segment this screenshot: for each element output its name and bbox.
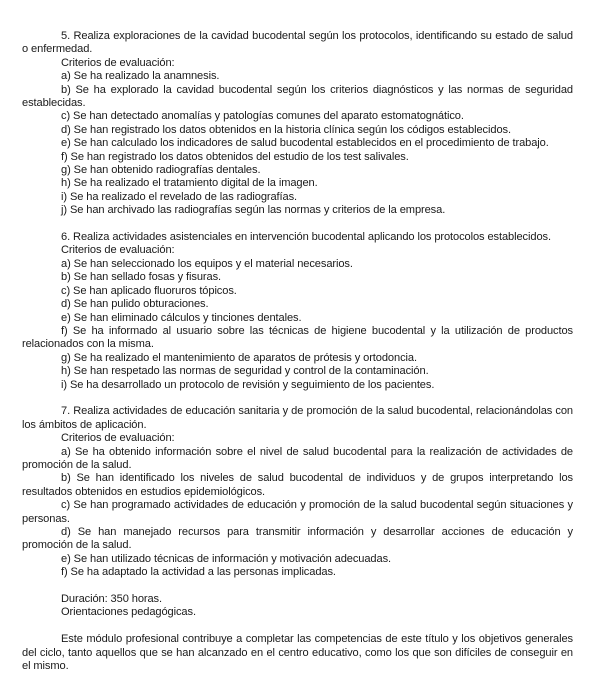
- criteria-item: a) Se han seleccionado los equipos y el material necesarios.: [61, 257, 353, 270]
- spacer: [22, 580, 573, 593]
- criteria-item: g) Se han obtenido radiografías dentales.: [61, 164, 261, 177]
- criteria-item: f) Se ha informado al usuario sobre las técnicas de higiene bucodental y la utilización de productos relacionados con la misma.: [22, 324, 573, 351]
- criteria-item: c) Se han aplicado fluoruros tópicos.: [61, 284, 237, 297]
- spacer: [22, 218, 573, 231]
- spacer: [22, 392, 573, 405]
- orientations-heading: Orientaciones pedagógicas.: [61, 606, 196, 619]
- criteria-item: g) Se ha realizado el mantenimiento de aparatos de prótesis y ortodoncia.: [61, 351, 417, 364]
- criteria-item: e) Se han eliminado cálculos y tinciones dentales.: [61, 311, 302, 324]
- section-heading: 5. Realiza exploraciones de la cavidad bucodental según los protocolos, identificando su estado de salud o enfermedad.: [22, 30, 573, 56]
- section-heading: 7. Realiza actividades de educación sanitaria y de promoción de la salud bucodental, relacionándolas con los ámbitos de aplicación.: [22, 405, 573, 431]
- criteria-item: b) Se ha explorado la cavidad bucodental según los criterios diagnósticos y las normas de seguridad establecidas.: [22, 83, 573, 110]
- criteria-item: f) Se han registrado los datos obtenidos del estudio de los test salivales.: [61, 150, 409, 163]
- criteria-label: Criterios de evaluación:: [61, 244, 175, 257]
- section-heading: 6. Realiza actividades asistenciales en intervención bucodental aplicando los protocolos establecidos.: [61, 231, 551, 244]
- criteria-item: e) Se han utilizado técnicas de información y motivación adecuadas.: [61, 552, 392, 565]
- section-5: [22, 30, 573, 218]
- criteria-item: d) Se han registrado los datos obtenidos en la historia clínica según los códigos establecidos.: [61, 123, 511, 136]
- criteria-item: a) Se ha realizado la anamnesis.: [61, 70, 220, 83]
- criteria-item: c) Se han programado actividades de educación y promoción de la salud bucodental según situaciones y personas.: [22, 499, 573, 525]
- criteria-item: h) Se ha realizado el tratamiento digital de la imagen.: [61, 177, 318, 190]
- criteria-item: a) Se ha obtenido información sobre el nivel de salud bucodental para la realización de actividades de promoción de la salud.: [22, 445, 573, 471]
- section-6: [22, 231, 573, 392]
- criteria-item: e) Se han calculado los indicadores de salud bucodental establecidos en el procedimiento de trabajo.: [61, 137, 549, 150]
- closing-paragraph: Este módulo profesional contribuye a completar las competencias de este título y los objetivos generales del ciclo, tanto aquellos que se han alcanzado en el centro educativo, como los que son difíciles de conseguir en el mismo.: [22, 633, 573, 673]
- criteria-label: Criterios de evaluación:: [61, 432, 175, 445]
- spacer: [22, 620, 573, 633]
- criteria-item: i) Se ha realizado el revelado de las radiografías.: [61, 190, 298, 203]
- criteria-item: d) Se han pulido obturaciones.: [61, 298, 209, 311]
- criteria-item: i) Se ha desarrollado un protocolo de revisión y seguimiento de los pacientes.: [61, 378, 435, 391]
- criteria-item: c) Se han detectado anomalías y patologías comunes del aparato estomatognático.: [61, 110, 464, 123]
- section-7: [22, 405, 573, 579]
- criteria-item: j) Se han archivado las radiografías según las normas y criterios de la empresa.: [61, 204, 446, 217]
- document-page: [22, 30, 573, 673]
- criteria-item: d) Se han manejado recursos para transmitir información y desarrollar acciones de educación y promoción de la salud.: [22, 526, 573, 552]
- duration-text: Duración: 350 horas.: [61, 593, 162, 606]
- criteria-item: b) Se han sellado fosas y fisuras.: [61, 271, 222, 284]
- criteria-item: f) Se ha adaptado la actividad a las personas implicadas.: [61, 566, 336, 579]
- criteria-label: Criterios de evaluación:: [61, 56, 175, 69]
- criteria-item: h) Se han respetado las normas de seguridad y control de la contaminación.: [61, 365, 429, 378]
- criteria-item: b) Se han identificado los niveles de salud bucodental de individuos y de grupos interpretando los resultados obtenidos en estudios epidemiológicos.: [22, 472, 573, 498]
